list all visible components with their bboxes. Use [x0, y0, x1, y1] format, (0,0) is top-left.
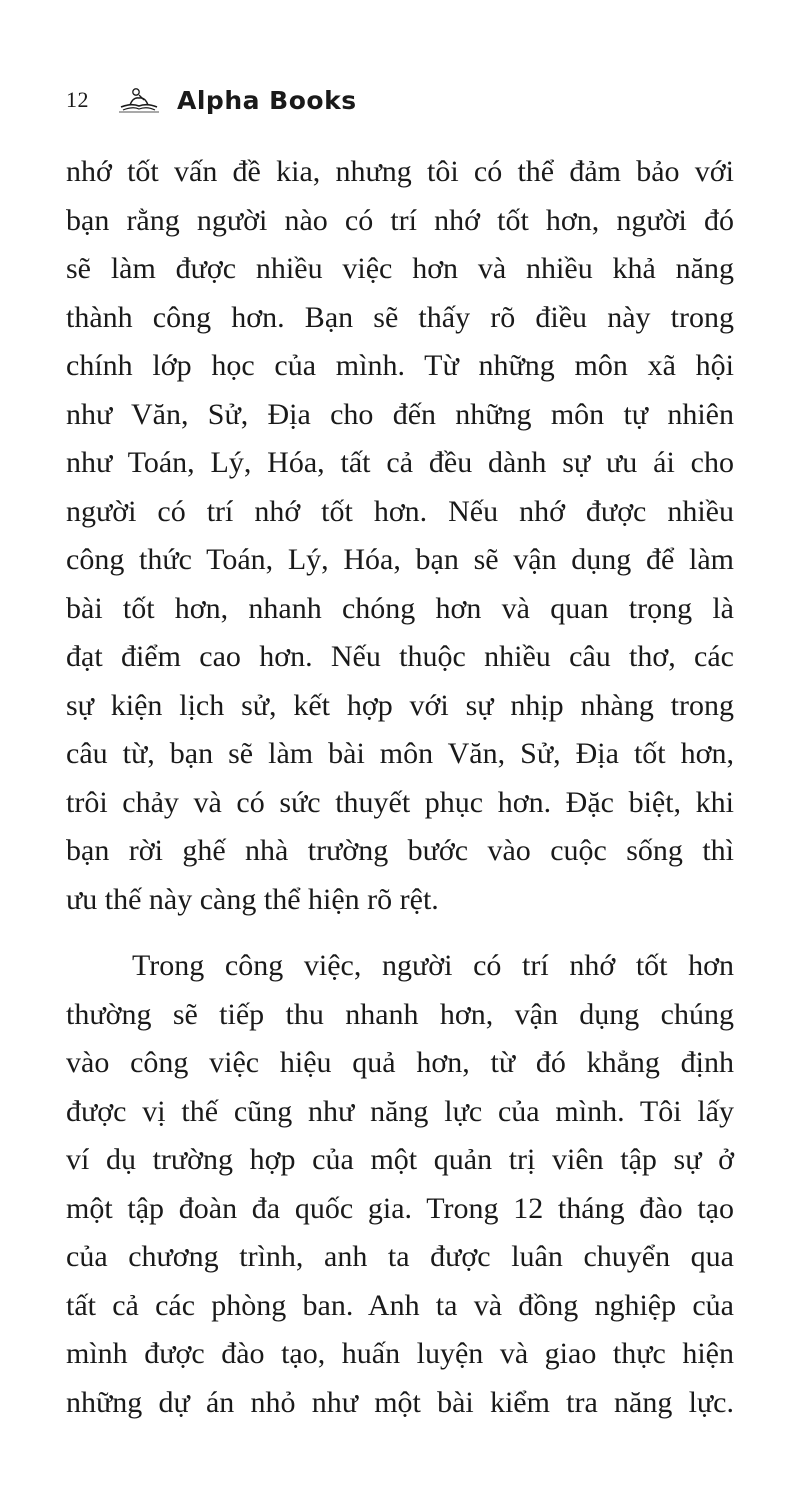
text-line: vào công việc hiệu quả hơn, từ đó khẳng định	[66, 1046, 734, 1079]
text-line: nhớ tốt vấn đề kia, nhưng tôi có thể đảm bảo với	[66, 155, 734, 188]
text-line: mình được đào tạo, huấn luyện và giao thực hiện	[66, 1337, 734, 1370]
text-line: trôi chảy và có sức thuyết phục hơn. Đặc biệt, khi	[66, 785, 734, 819]
paragraph-spacer	[66, 924, 734, 942]
text-line: câu từ, bạn sẽ làm bài môn Văn, Sử, Địa tốt hơn,	[66, 737, 734, 770]
text-line: như Văn, Sử, Địa cho đến những môn tự nhiên	[66, 397, 734, 431]
text-line: một tập đoàn đa quốc gia. Trong 12 tháng đào tạo	[66, 1191, 734, 1225]
text-line: chính lớp học của mình. Từ những môn xã hội	[66, 349, 734, 382]
text-line: của chương trình, anh ta được luân chuyển qua	[66, 1240, 734, 1273]
text-line: công thức Toán, Lý, Hóa, bạn sẽ vận dụng để làm	[66, 543, 734, 576]
body-text	[66, 148, 734, 1427]
publisher-logo-icon	[117, 85, 161, 115]
text-line: đạt điểm cao hơn. Nếu thuộc nhiều câu thơ, các	[66, 640, 734, 673]
publisher-logo-text: Alpha Books	[177, 85, 357, 115]
text-line: bài tốt hơn, nhanh chóng hơn và quan trọng là	[66, 591, 734, 625]
text-line: sẽ làm được nhiều việc hơn và nhiều khả năng	[66, 252, 734, 285]
text-line: Trong công việc, người có trí nhớ tốt hơn	[132, 949, 734, 982]
text-line: sự kiện lịch sử, kết hợp với sự nhịp nhàng trong	[66, 688, 734, 722]
running-header	[66, 80, 357, 120]
text-line: những dự án nhỏ như một bài kiểm tra năng lực.	[66, 1385, 734, 1419]
text-line: bạn rằng người nào có trí nhớ tốt hơn, người đó	[66, 203, 734, 237]
text-line: tất cả các phòng ban. Anh ta và đồng nghiệp của	[66, 1288, 734, 1322]
text-line: người có trí nhớ tốt hơn. Nếu nhớ được nhiều	[66, 494, 734, 528]
paragraph-1	[66, 148, 734, 924]
text-line: như Toán, Lý, Hóa, tất cả đều dành sự ưu ái cho	[66, 446, 734, 479]
text-line: thường sẽ tiếp thu nhanh hơn, vận dụng chúng	[66, 997, 734, 1031]
text-line: bạn rời ghế nhà trường bước vào cuộc sống thì	[66, 834, 734, 867]
text-line: được vị thế cũng như năng lực của mình. Tôi lấy	[66, 1094, 734, 1128]
paragraph-2	[66, 942, 734, 1427]
text-line: ví dụ trường hợp của một quản trị viên tập sự ở	[66, 1143, 734, 1176]
text-line: thành công hơn. Bạn sẽ thấy rõ điều này trong	[66, 300, 734, 334]
page-number: 12	[66, 87, 89, 112]
text-line: ưu thế này càng thể hiện rõ rệt.	[66, 882, 439, 916]
